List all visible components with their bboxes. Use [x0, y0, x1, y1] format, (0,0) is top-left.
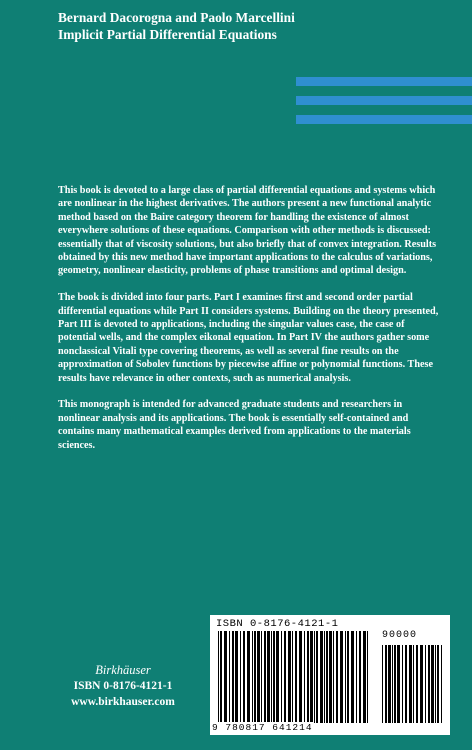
barcode-bar: [409, 645, 412, 723]
barcode-bar: [276, 631, 279, 723]
barcode-bar: [402, 645, 403, 723]
book-header: [58, 9, 295, 43]
barcode-bar: [316, 631, 318, 723]
barcode-bar: [224, 631, 227, 723]
barcode-isbn-label: ISBN 0-8176-4121-1: [216, 618, 339, 630]
barcode-bar: [264, 631, 266, 723]
barcode-bar: [388, 645, 391, 723]
barcode-bar: [437, 645, 439, 723]
barcode-bar: [428, 645, 430, 723]
barcode-bar: [267, 631, 270, 723]
barcode-addon-digits: 90000: [382, 630, 418, 641]
barcode-bar: [329, 631, 332, 723]
barcode-bar: [324, 631, 325, 723]
barcode-bar: [235, 631, 238, 723]
barcode-bar: [347, 631, 349, 723]
blurb-paragraph: The book is divided into four parts. Part I examines first and second order partial differential equations while Part II considers systems. Building on the theory presented, Part III is devoted to applications, including the singular values case, the case of potential wells, and the complex eikonal equation. In Part IV the authors gather some nonclassical Vitali type covering theorems, as well as several fine results on the approximation of Sobolev functions by piecewise affine or polynomial functions. These results have relevance in other contexts, such as numerical analysis.: [58, 292, 439, 384]
barcode-bar: [220, 631, 222, 723]
decorative-stripe: [296, 96, 472, 105]
barcode-bar: [240, 631, 241, 723]
barcode-bar: [314, 631, 315, 723]
barcode-bar: [435, 645, 436, 723]
barcode-bar: [261, 631, 262, 723]
barcode-bar: [299, 631, 302, 723]
barcode: [210, 615, 450, 735]
barcode-bar: [229, 631, 230, 723]
addon-bars: [382, 645, 442, 723]
barcode-bar: [425, 645, 426, 723]
barcode-bar: [307, 631, 309, 723]
blurb-paragraph: This monograph is intended for advanced graduate students and researchers in nonlinear analysis and its applications. The book is essentially self-contained and contains many mathematical examples derived from applications to the materials sciences.: [58, 399, 411, 451]
barcode-bar: [351, 631, 354, 723]
barcode-bar: [420, 645, 423, 723]
barcode-bar: [304, 631, 305, 723]
barcode-bar: [254, 631, 256, 723]
barcode-bar: [367, 631, 368, 723]
barcode-ean-digits: 9 780817 641214: [212, 722, 313, 733]
barcode-bar: [385, 645, 387, 723]
blurb-paragraph: This book is devoted to a large class of partial differential equations and systems which are nonlinear in the highest derivatives. The authors present a new functional analytic method based on the Baire category theorem for handling the existence of almost everywhere solutions of these equations. Comparison with other methods is discussed: essentially that of viscosity solutions, but also briefly that of convex integration. Results obtained by this new method have important applications to the calculus of variations, geometry, nonlinear elasticity, problems of phase transitions and optimal design.: [58, 185, 437, 277]
barcode-bar: [394, 645, 396, 723]
barcode-bar: [397, 645, 400, 723]
blurb: [58, 184, 442, 465]
barcode-bar: [336, 631, 338, 723]
barcode-bar: [441, 645, 442, 723]
barcode-bar: [356, 631, 357, 723]
barcode-bar: [271, 631, 272, 723]
barcode-bar: [273, 631, 275, 723]
decorative-stripe: [296, 77, 472, 86]
barcode-bar: [310, 631, 313, 723]
barcode-bar: [333, 631, 334, 723]
barcode-bar: [431, 645, 434, 723]
barcode-bar: [320, 631, 323, 723]
barcode-bar: [326, 631, 328, 723]
publisher-logo: Birkhäuser: [95, 663, 151, 677]
book-title: Implicit Partial Differential Equations: [58, 27, 277, 42]
barcode-bar: [340, 631, 343, 723]
barcode-bar: [247, 631, 250, 723]
publisher-url: www.birkhauser.com: [71, 696, 175, 708]
decorative-stripe: [296, 115, 472, 124]
barcode-bar: [281, 631, 282, 723]
authors: Bernard Dacorogna and Paolo Marcellini: [58, 10, 295, 25]
publisher-isbn: ISBN 0-8176-4121-1: [73, 680, 173, 692]
barcode-bar: [413, 645, 414, 723]
barcode-bar: [284, 631, 286, 723]
barcode-bar: [252, 631, 253, 723]
barcode-bar: [292, 631, 293, 723]
barcode-bar: [232, 631, 234, 723]
barcode-bar: [345, 631, 346, 723]
publisher-block: [58, 662, 188, 710]
barcode-bar: [218, 631, 219, 723]
ean-bars: [218, 631, 368, 723]
barcode-bar: [359, 631, 361, 723]
barcode-bar: [416, 645, 418, 723]
barcode-bar: [243, 631, 245, 723]
barcode-bar: [288, 631, 291, 723]
barcode-bar: [392, 645, 393, 723]
barcode-bar: [405, 645, 407, 723]
barcode-bar: [257, 631, 260, 723]
barcode-bar: [295, 631, 297, 723]
barcode-bar: [363, 631, 366, 723]
barcode-bar: [382, 645, 383, 723]
